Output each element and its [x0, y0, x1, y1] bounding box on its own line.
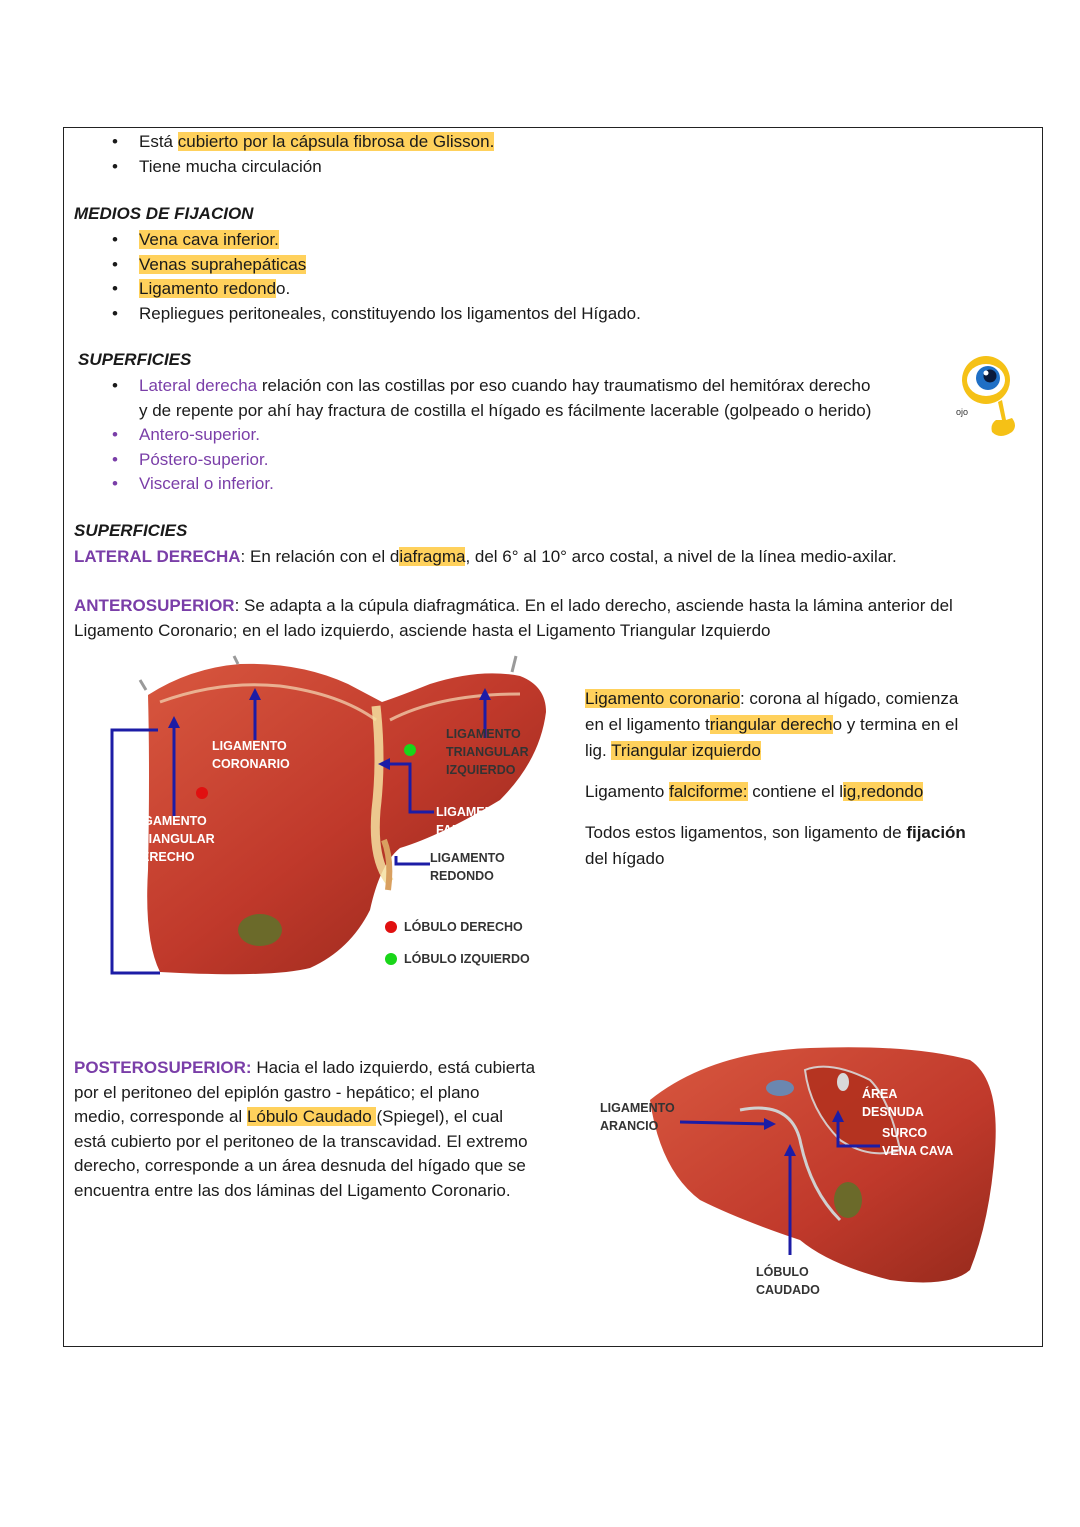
intro-bullet-1: Está cubierto por la cápsula fibrosa de Glisson. [139, 132, 495, 151]
bullet: • [112, 132, 118, 151]
label-surco-2: VENA CAVA [882, 1144, 954, 1158]
legend-lobulo-izquierdo: LÓBULO IZQUIERDO [404, 952, 530, 966]
label-lig-tri-der-1: LIGAMENTO [132, 814, 207, 828]
bullet: • [112, 425, 118, 444]
superficie-item-2: Antero-superior. [139, 425, 260, 444]
eye-icon [946, 356, 1026, 442]
liver-posterior-figure [590, 1040, 1010, 1305]
section-title-fijacion: MEDIOS DE FIJACION [74, 204, 254, 223]
label-lobulo-caudado-1: LÓBULO [756, 1265, 809, 1279]
label-lig-tri-der-2: TRIANGULAR [132, 832, 215, 846]
anterosuperior-text-line2: Ligamento Coronario; en el lado izquierdo, asciende hasta el Ligamento Triangular Izquierdo [74, 621, 771, 640]
fijacion-item-3: Ligamento redondo. [139, 279, 291, 298]
legend-lobulo-derecho: LÓBULO DERECHO [404, 920, 523, 934]
red-marker [196, 787, 208, 799]
legend-green-dot [385, 953, 397, 965]
label-lig-tri-izq-2: TRIANGULAR [446, 745, 529, 759]
label-lig-falciforme-2: FALCIFORME [436, 823, 518, 837]
note-todos-line2: del hígado [585, 849, 665, 868]
label-lig-coronario-2: CORONARIO [212, 757, 290, 771]
bullet: • [112, 376, 118, 395]
bullet: • [112, 230, 118, 249]
label-lig-redondo-1: LIGAMENTO [430, 851, 505, 865]
note-todos: Todos estos ligamentos, son ligamento de fijación [585, 823, 966, 842]
fijacion-item-1: Vena cava inferior. [139, 230, 279, 249]
superficie-item-4: Visceral o inferior. [139, 474, 274, 493]
label-area-desnuda-2: DESNUDA [862, 1105, 924, 1119]
label-lig-falciforme-1: LIGAMENTO [436, 805, 511, 819]
bullet: • [112, 279, 118, 298]
bullet: • [112, 450, 118, 469]
liver-illustration-posterior [650, 1047, 996, 1282]
label-lig-tri-izq-1: LIGAMENTO [446, 727, 521, 741]
label-lobulo-caudado-2: CAUDADO [756, 1283, 820, 1297]
superficie-item-1: Lateral derecha relación con las costillas por eso cuando hay traumatismo del hemitórax derecho [139, 376, 871, 395]
note-falciforme: Ligamento falciforme: contiene el lig,redondo [585, 782, 924, 801]
legend-red-dot [385, 921, 397, 933]
fijacion-item-2: Venas suprahepáticas [139, 255, 307, 274]
liver-anterior-figure [100, 650, 560, 985]
label-lig-arancio-1: LIGAMENTO [600, 1101, 675, 1115]
label-area-desnuda-1: ÁREA [862, 1087, 898, 1101]
anterosuperior-text: ANTEROSUPERIOR: Se adapta a la cúpula diafragmática. En el lado derecho, asciende hasta la lámina anterior del [74, 596, 953, 615]
section-title-superficies-2: SUPERFICIES [74, 521, 188, 540]
label-lig-arancio-2: ARANCIO [600, 1119, 659, 1133]
label-lig-tri-der-3: DERECHO [132, 850, 195, 864]
svg-text:ojo: ojo [956, 407, 969, 417]
bullet: • [112, 474, 118, 493]
label-lig-coronario-1: LIGAMENTO [212, 739, 287, 753]
label-lig-redondo-2: REDONDO [430, 869, 494, 883]
bullet: • [112, 255, 118, 274]
intro-bullet-2: Tiene mucha circulación [139, 157, 322, 176]
green-marker [404, 744, 416, 756]
section-title-superficies: SUPERFICIES [78, 350, 192, 369]
legend [385, 919, 530, 966]
superficie-item-1-line2: y de repente por ahí hay fractura de costilla el hígado es fácilmente lacerable (golpeado o herido) [139, 401, 872, 420]
label-lig-tri-izq-3: IZQUIERDO [446, 763, 516, 777]
label-surco-1: SURCO [882, 1126, 928, 1140]
posterosuperior-text: POSTEROSUPERIOR: Hacia el lado izquierdo, está cubierta por el peritoneo del epiplón gastro - hepático; el plano medio, corresponde al Lóbulo Caudado (Spiegel), el cual está cubierto por el peritoneo de la transcavidad. El extremo derecho, corresponde a un área desnuda del hígado que se encuentra entre las dos láminas del Ligamento Coronario. [74, 1058, 536, 1200]
lateral-derecha-text: LATERAL DERECHA: En relación con el diafragma, del 6° al 10° arco costal, a nivel de la línea medio-axilar. [74, 547, 897, 566]
bullet: • [112, 304, 118, 323]
note-coronario: Ligamento coronario: corona al hígado, comienza en el ligamento triangular derecho y termina en el lig. Triangular izquierdo [585, 689, 959, 760]
bullet: • [112, 157, 118, 176]
superficie-item-3: Póstero-superior. [139, 450, 269, 469]
fijacion-item-4: Repliegues peritoneales, constituyendo los ligamentos del Hígado. [139, 304, 641, 323]
